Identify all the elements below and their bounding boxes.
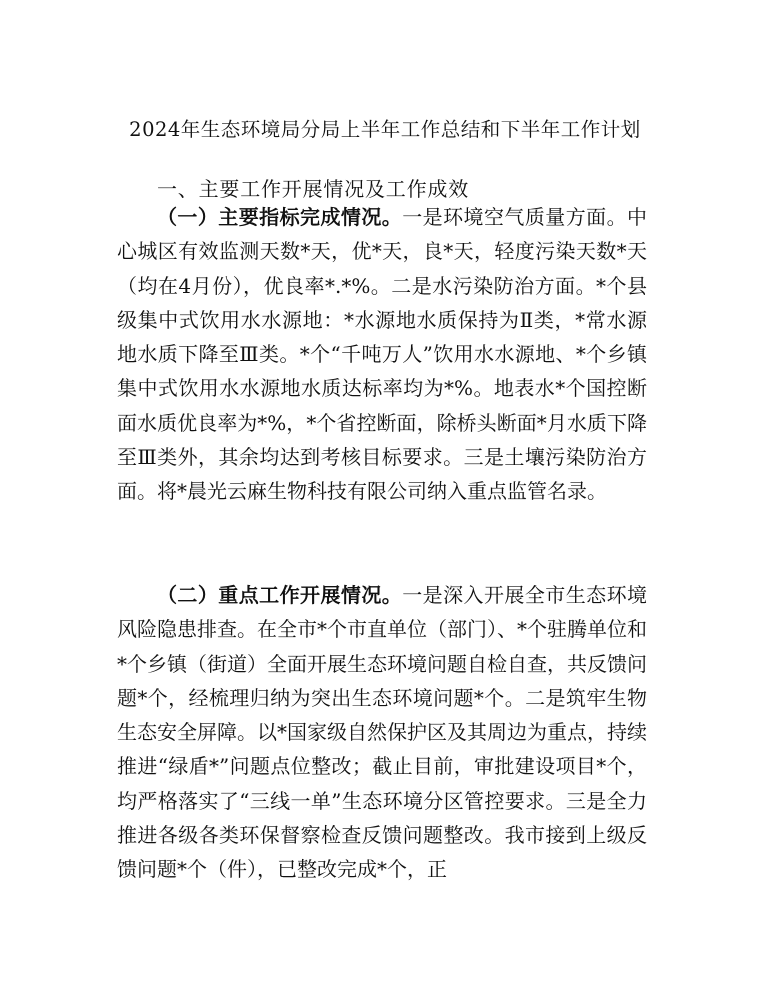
paragraph-lead: （一）主要指标完成情况。 xyxy=(157,205,403,229)
paragraph-body: 一是深入开展全市生态环境风险隐患排查。在全市*个市直单位（部门）、*个驻腾单位和*个乡镇（街道）全面开展生态环境问题自检自查，共反馈问题*个，经梳理归纳为突出生态环境问题*个。二是筑牢生物生态安全屏障。以*国家级自然保护区及其周边为重点，持续推进“绿盾*”问题点位整改；截止目前，审批建设项目*个，均严格落实了“三线一单”生态环境分区管控要求。三是全力推进各级各类环保督察检查反馈问题整改。我市接到上级反馈问题*个（件），已整改完成*个，正 xyxy=(117,583,648,882)
paragraph-main-indicators xyxy=(117,200,647,509)
section-heading: 一、主要工作开展情况及工作成效 xyxy=(157,177,469,201)
paragraph-key-work xyxy=(117,578,647,887)
paragraph-lead: （二）重点工作开展情况。 xyxy=(157,583,403,607)
paragraph-body: 一是环境空气质量方面。中心城区有效监测天数*天，优*天，良*天，轻度污染天数*天（均在4月份），优良率*.*%。二是水污染防治方面。*个县级集中式饮用水水源地：*水源地水质保持为Ⅱ类，*常水源地水质下降至Ⅲ类。*个“千吨万人”饮用水水源地、*个乡镇集中式饮用水水源地水质达标率均为*%。地表水*个国控断面水质优良率为*%，*个省控断面，除桥头断面*月水质下降至Ⅲ类外，其余均达到考核目标要求。三是土壤污染防治方面。将*晨光云麻生物科技有限公司纳入重点监管名录。 xyxy=(117,205,648,504)
document-title: 2024年生态环境局分局上半年工作总结和下半年工作计划 xyxy=(129,118,641,141)
